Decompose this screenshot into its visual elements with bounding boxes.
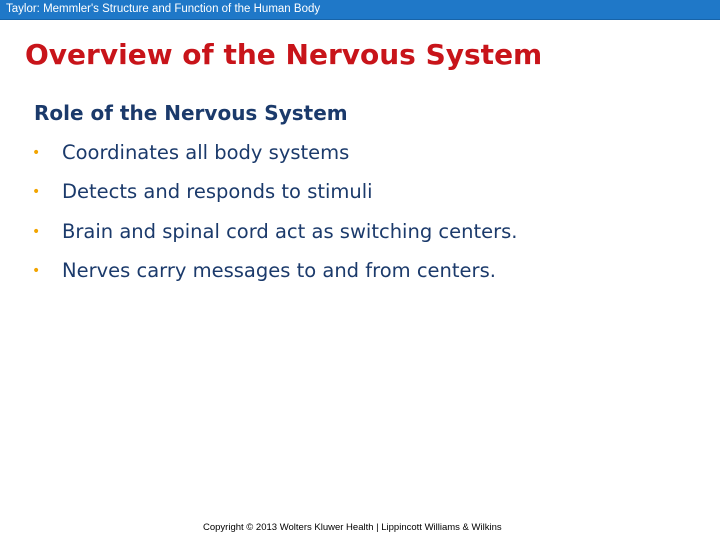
bullet-icon: • [32, 184, 41, 201]
header-bar [0, 0, 720, 20]
bullet-text: Nerves carry messages to and from centers. [62, 258, 496, 282]
header-text: Taylor: Memmler's Structure and Function of the Human Body [6, 3, 321, 15]
bullet-icon: • [32, 145, 41, 161]
bullet-item [30, 180, 518, 219]
slide-subtitle: Role of the Nervous System [34, 101, 348, 125]
slide-title: Overview of the Nervous System [25, 38, 543, 71]
bullet-icon: • [32, 223, 41, 240]
bullet-text: Detects and responds to stimuli [62, 180, 373, 204]
bullet-text: Brain and spinal cord act as switching centers. [62, 219, 518, 243]
bullet-item [30, 220, 518, 259]
bullet-text: Coordinates all body systems [62, 141, 350, 164]
bullet-item [30, 259, 518, 298]
bullet-icon: • [32, 262, 41, 279]
bullet-list [30, 141, 518, 298]
copyright-notice: Copyright © 2013 Wolters Kluwer Health | Lippincott Williams & Wilkins [203, 522, 502, 533]
bullet-item [30, 141, 518, 180]
